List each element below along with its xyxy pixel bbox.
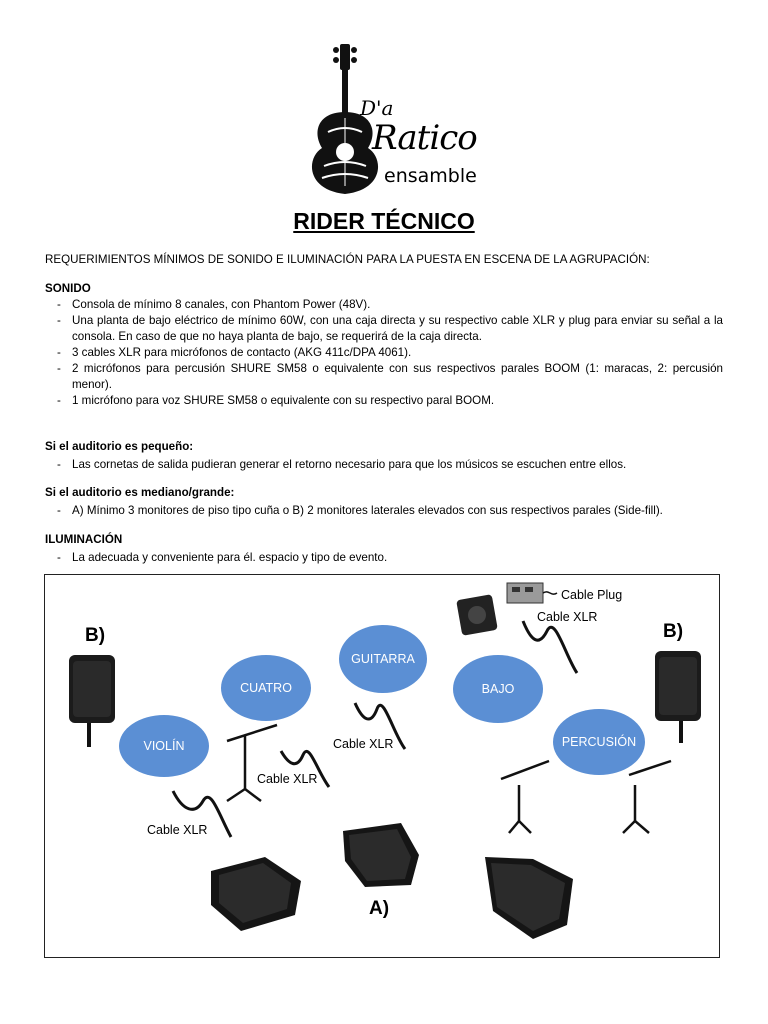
position-cuatro: CUATRO bbox=[221, 655, 311, 721]
list-iluminacion bbox=[45, 550, 723, 566]
position-guitarra: GUITARRA bbox=[339, 625, 427, 693]
logo-text-ratico: Ratico bbox=[372, 118, 477, 158]
mark-side-fill-right: B) bbox=[663, 621, 684, 642]
floor-monitor-icon bbox=[343, 823, 419, 887]
cable-label: Cable XLR bbox=[333, 737, 394, 751]
mark-floor-monitors: A) bbox=[369, 898, 390, 919]
section-heading-pequeno: Si el auditorio es pequeño: bbox=[45, 440, 194, 453]
side-fill-speaker-right-icon bbox=[655, 651, 701, 743]
intro-text: REQUERIMIENTOS MÍNIMOS DE SONIDO E ILUMINACIÓN PARA LA PUESTA EN ESCENA DE LA AGRUPACIÓN: bbox=[45, 253, 650, 266]
page-title: RIDER TÉCNICO bbox=[293, 208, 475, 234]
position-violin: VIOLÍN bbox=[119, 715, 209, 777]
list-sonido bbox=[45, 297, 723, 409]
list-item: - Una planta de bajo eléctrico de mínimo 60W, con una caja directa y su respectivo cable XLR y plug para enviar su señal a la consola. En caso de que no haya planta de bajo, se requerirá de la caja directa. bbox=[45, 313, 723, 345]
logo-text-da: D'a bbox=[360, 96, 394, 120]
cable-label: Cable XLR bbox=[257, 772, 318, 786]
side-fill-speaker-left-icon bbox=[69, 655, 115, 747]
position-bajo: BAJO bbox=[453, 655, 543, 723]
floor-monitor-icon bbox=[485, 857, 573, 939]
list-item: - A) Mínimo 3 monitores de piso tipo cuña o B) 2 monitores laterales elevados con sus respectivos parales (Side-fill). bbox=[45, 503, 723, 519]
list-item: - Las cornetas de salida pudieran generar el retorno necesario para que los músicos se escuchen entre ellos. bbox=[45, 457, 723, 473]
list-item: - 3 cables XLR para micrófonos de contacto (AKG 411c/DPA 4061). bbox=[45, 345, 723, 361]
cable-label: Cable XLR bbox=[147, 823, 208, 837]
position-percusion: PERCUSIÓN bbox=[553, 709, 645, 775]
mic-stand-icon bbox=[227, 725, 277, 801]
direct-box-icon bbox=[507, 583, 557, 603]
cable-label: Cable Plug bbox=[561, 588, 623, 602]
mark-side-fill-left: B) bbox=[85, 625, 106, 646]
list-item: - Consola de mínimo 8 canales, con Phantom Power (48V). bbox=[45, 297, 723, 313]
section-heading-mediano: Si el auditorio es mediano/grande: bbox=[45, 486, 235, 499]
section-heading-iluminacion: ILUMINACIÓN bbox=[45, 533, 123, 546]
list-item: - 1 micrófono para voz SHURE SM58 o equivalente con su respectivo paral BOOM. bbox=[45, 393, 723, 409]
stage-plot bbox=[44, 574, 720, 958]
mic-stand-icon bbox=[501, 761, 549, 833]
section-heading-sonido: SONIDO bbox=[45, 282, 91, 295]
list-pequeno bbox=[45, 457, 723, 473]
logo-text-ensamble: ensamble bbox=[384, 165, 477, 187]
cable-label: Cable XLR bbox=[537, 610, 598, 624]
bass-amp-icon bbox=[456, 594, 498, 636]
list-item: - 2 micrófonos para percusión SHURE SM58 o equivalente con sus respectivos parales BOOM (1: maracas, 2: percusión menor). bbox=[45, 361, 723, 393]
mic-stand-icon bbox=[623, 761, 671, 833]
list-mediano bbox=[45, 503, 723, 519]
list-item: - La adecuada y conveniente para él. espacio y tipo de evento. bbox=[45, 550, 723, 566]
floor-monitor-icon bbox=[211, 857, 301, 931]
